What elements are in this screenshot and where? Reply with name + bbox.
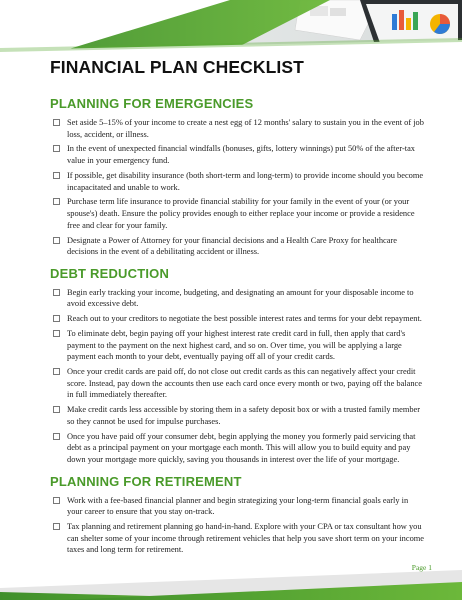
checkbox[interactable] [53,198,60,205]
checklist [40,117,425,258]
item-text: Designate a Power of Attorney for your financial decisions and a Health Care Proxy for healthcare decisions in the event of a debilitating accident or illness. [67,235,397,257]
section-debt-reduction [40,266,425,466]
list-item [40,117,425,140]
item-text: Once your credit cards are paid off, do not close out credit cards as this can negatively affect your credit score. Instead, pay down the accounts then use each card once every month or two, paying off the balance in full immediately thereafter. [67,367,422,400]
screen-bar [413,12,418,30]
item-text: Purchase term life insurance to provide financial stability for your family in the event of your (or your spouse's) death. Ensure the policy provides enough to either replace your income or provide a residence free and clear for your family. [67,197,415,230]
checkbox[interactable] [53,433,60,440]
section-heading: PLANNING FOR EMERGENCIES [50,96,254,111]
checklist-content [40,96,425,564]
page-number: Page 1 [411,563,432,572]
checklist [40,495,425,556]
footer-band [0,548,462,600]
item-text: Begin early tracking your income, budgeting, and designating an amount for your disposable income to avoid excessive debt. [67,287,414,309]
checkbox[interactable] [53,237,60,244]
list-item [40,328,425,363]
item-text: Tax planning and retirement planning go hand-in-hand. Explore with your CPA or tax consultant how you can shelter some of your income through retirement vehicles that help you save short term on your income taxes and long term for retirement. [67,522,424,555]
document-title: FINANCIAL PLAN CHECKLIST [50,57,304,77]
checkbox[interactable] [53,368,60,375]
list-item [40,431,425,466]
checkbox[interactable] [53,330,60,337]
list-item [40,235,425,258]
list-item [40,313,425,325]
section-retirement [40,474,425,556]
item-text: To eliminate debt, begin paying off your highest interest rate credit card in full, then apply that card's payment to the payment on the next highest card, and so on. Over time, you will be applying a large payment each month to your debt, eventually paying off all of your credit cards. [67,329,406,362]
item-text: Reach out to your creditors to negotiate the best possible interest rates and terms for your debt repayment. [67,314,422,324]
item-text: In the event of unexpected financial windfalls (bonuses, gifts, lottery winnings) put 50% of the after-tax value in your emergency fund. [67,144,415,166]
checkbox[interactable] [53,172,60,179]
checklist [40,287,425,466]
checkbox[interactable] [53,406,60,413]
screen-bar [406,18,411,30]
checkbox[interactable] [53,119,60,126]
item-text: Work with a fee-based financial planner and begin strategizing your long-term financial goals early in your career to ensure that you stay on-track. [67,495,409,517]
checkbox[interactable] [53,497,60,504]
list-item [40,287,425,310]
list-item [40,196,425,231]
item-text: Set aside 5–15% of your income to create a nest egg of 12 months' salary to sustain you in the event of job loss, accident, or illness. [67,118,424,139]
section-heading: DEBT REDUCTION [50,265,170,281]
header-banner [0,0,462,92]
list-item [40,366,425,401]
list-item [40,170,425,193]
screen-bar [392,14,397,30]
checkbox[interactable] [53,289,60,296]
section-heading: PLANNING FOR RETIREMENT [50,473,242,489]
list-item [40,143,425,166]
checkbox[interactable] [53,523,60,530]
screen-bar [399,10,404,30]
section-emergencies [40,96,425,258]
list-item [40,495,425,518]
item-text: Make credit cards less accessible by storing them in a safety deposit box or with a trusted family member so they cannot be used for impulse purchases. [67,405,421,426]
item-text: Once you have paid off your consumer debt, begin applying the money you formerly paid servicing that debt as a principal payment on your mortgage each month. This will allow you to build equity and pay down your mortgage more quickly, saving you thousands in interest over the life of your mortgage. [67,431,416,464]
list-item [40,404,425,427]
item-text: If possible, get disability insurance (both short-term and long-term) to provide income should you become incapacitated and unable to work. [67,170,424,192]
checkbox[interactable] [53,145,60,152]
footer-graphic [0,548,462,600]
checkbox[interactable] [53,315,60,322]
laptop-chart-illustration [0,0,462,92]
